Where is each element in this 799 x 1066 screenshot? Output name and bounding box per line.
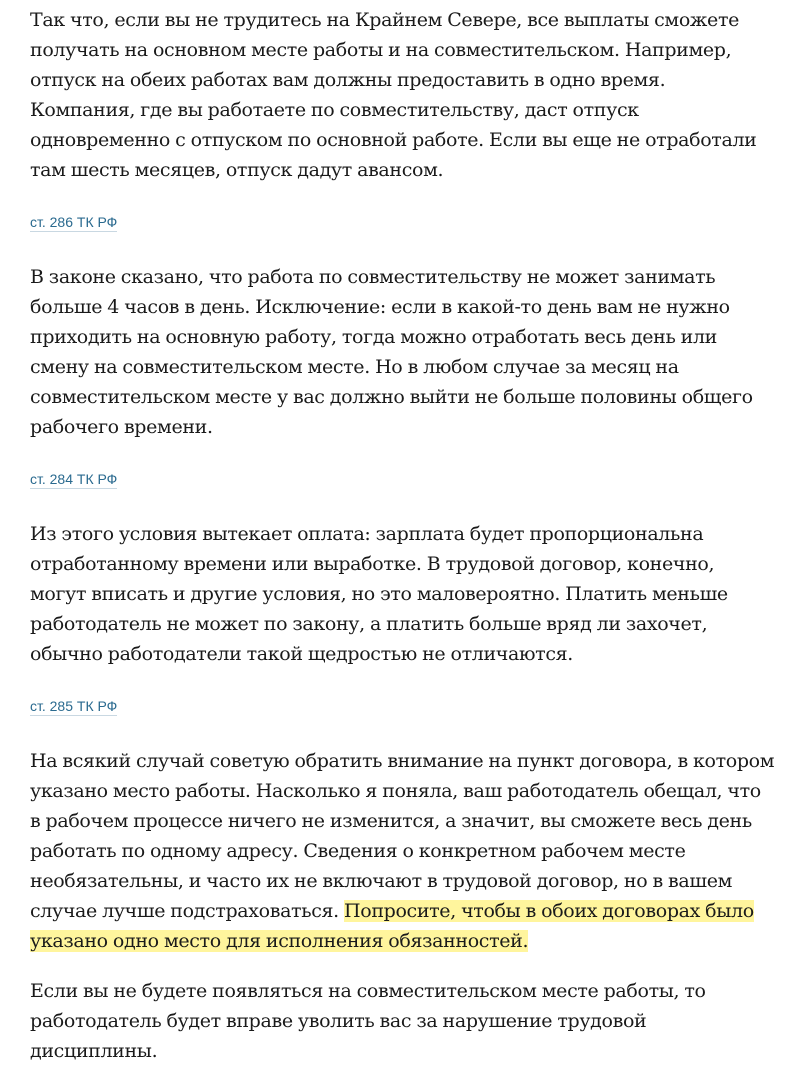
paragraph-vacation: Так что, если вы не трудитесь на Крайнем Севере, все выплаты сможете получать на основном месте работы и на совместительском. Например, отпуск на обеих работах вам должны предоставить в одно время. Компания, где вы работаете по совместительству, даст отпуск одновременно с отпуском по основной работе. Если вы еще не отработали там шесть месяцев, отпуск дадут авансом. [30,9,757,181]
highlighted-advice: Попросите, чтобы в обоих договорах было указано одно место для исполнения обязанностей. [30,900,754,952]
paragraph-dismissal: Если вы не будете появляться на совместительском месте работы, то работодатель будет вправе уволить вас за нарушение трудовой дисциплины. [30,980,706,1062]
reference-link-284[interactable]: ст. 284 ТК РФ [30,471,118,487]
paragraph-working-hours: В законе сказано, что работа по совместительству не может занимать больше 4 часов в день. Исключение: если в какой-то день вам не нужно приходить на основную работу, тогда можно отработать весь день или смену на совместительском месте. Но в любом случае за месяц на совместительском месте у вас должно выйти не больше половины общего рабочего времени. [30,266,753,438]
reference-286 [30,213,775,235]
paragraph-workplace-text: На всякий случай советую обратить внимание на пункт договора, в котором указано место работы. Насколько я поняла, ваш работодатель обещал, что в рабочем процессе ничего не изменится, а значит, вы сможете весь день работать по одному адресу. Сведения о конкретном рабочем месте необязательны, и часто их не включают в трудовой договор, но в вашем случае лучше подстраховаться. [30,750,775,922]
paragraph-payment: Из этого условия вытекает оплата: зарплата будет пропорциональна отработанному времени или выработке. В трудовой договор, конечно, могут вписать и другие условия, но это маловероятно. Платить меньше работодатель не может по закону, а платить больше вряд ли захочет, обычно работодатели такой щедростью не отличаются. [30,523,728,665]
reference-285 [30,697,775,719]
reference-link-286[interactable]: ст. 286 ТК РФ [30,214,118,230]
paragraph-workplace [30,746,775,956]
article-body [30,5,775,1066]
reference-284 [30,470,775,492]
reference-link-285[interactable]: ст. 285 ТК РФ [30,698,118,714]
